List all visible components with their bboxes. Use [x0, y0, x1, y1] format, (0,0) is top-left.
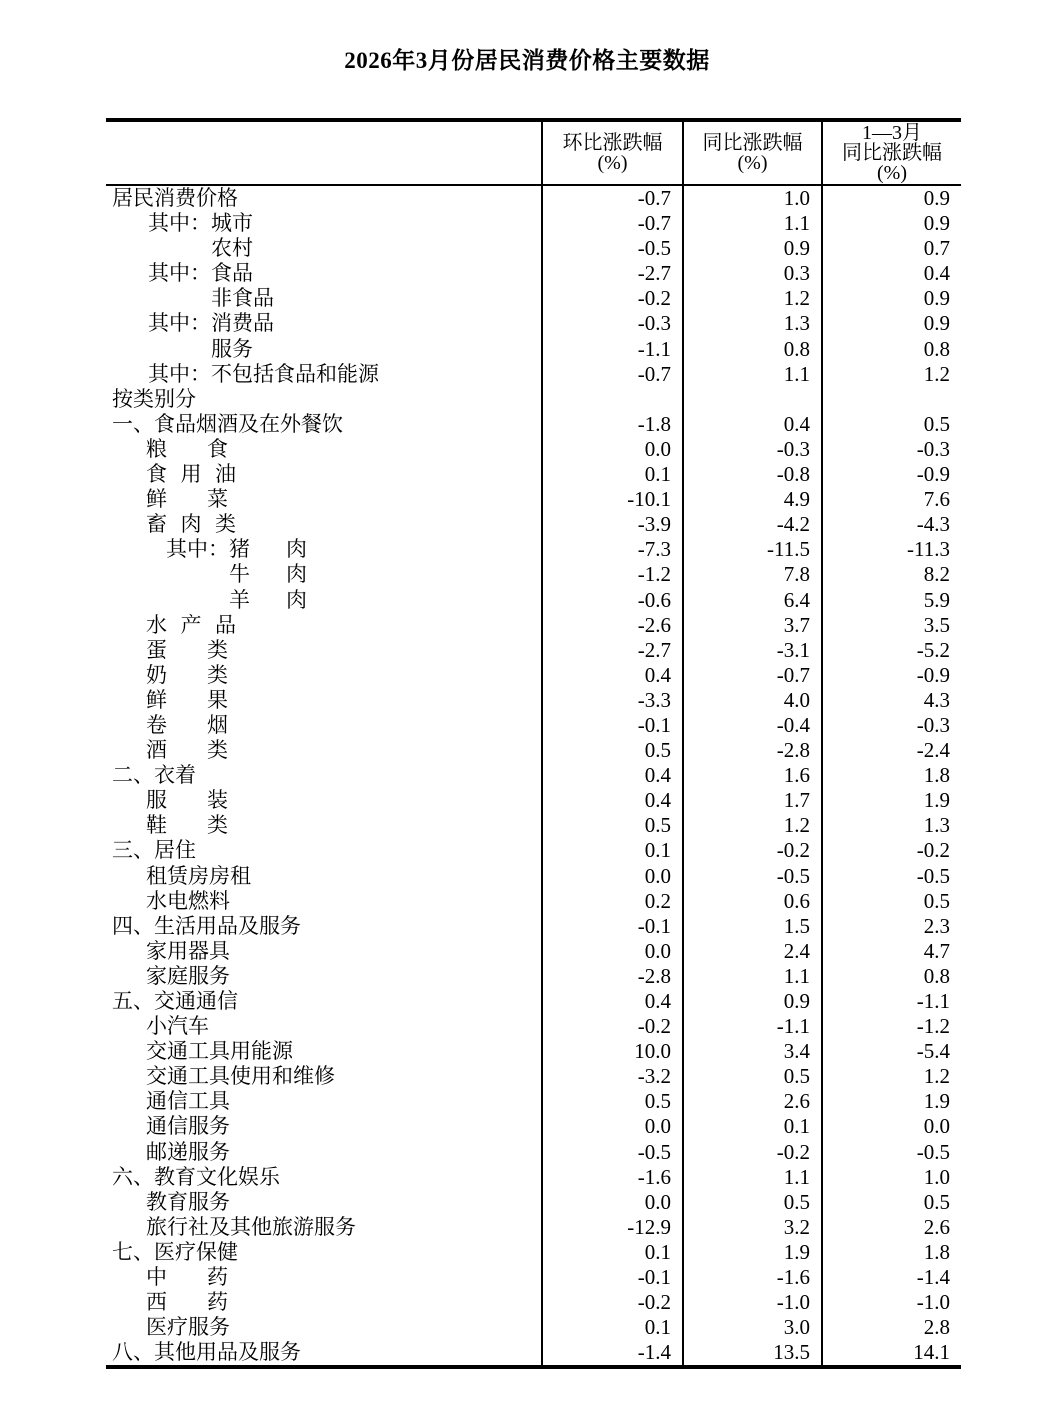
- value-cell: -1.8: [542, 412, 683, 437]
- value-cell: 0.9: [683, 236, 822, 261]
- table-row: [106, 1340, 961, 1367]
- table-row: [106, 713, 961, 738]
- row-label-prefix: 其中：: [148, 211, 211, 236]
- value-cell: 1.2: [683, 813, 822, 838]
- row-label-name: 蛋 类: [146, 637, 228, 662]
- value-cell: [822, 387, 961, 412]
- row-label: [106, 487, 542, 512]
- row-label: 一、食品烟酒及在外餐饮: [112, 411, 343, 436]
- value-cell: 0.9: [822, 211, 961, 236]
- value-cell: 0.5: [822, 889, 961, 914]
- value-cell: -3.2: [542, 1064, 683, 1089]
- value-cell: 0.1: [542, 838, 683, 863]
- row-label: 服务: [211, 336, 253, 361]
- value-cell: -0.7: [542, 185, 683, 211]
- row-label: 旅行社及其他旅游服务: [146, 1214, 356, 1239]
- row-label: [106, 512, 542, 537]
- value-cell: -2.4: [822, 738, 961, 763]
- table-row: [106, 613, 961, 638]
- table-row: [106, 989, 961, 1014]
- value-cell: -0.5: [542, 1140, 683, 1165]
- table-row: [106, 337, 961, 362]
- value-cell: -0.4: [683, 713, 822, 738]
- value-cell: 13.5: [683, 1340, 822, 1367]
- value-cell: 0.5: [822, 412, 961, 437]
- table-row: [106, 663, 961, 688]
- table-row: [106, 185, 961, 211]
- value-cell: -0.2: [542, 1290, 683, 1315]
- value-cell: 1.6: [683, 763, 822, 788]
- row-label-prefix: 其中：: [148, 361, 211, 386]
- value-cell: 1.2: [683, 286, 822, 311]
- value-cell: 0.0: [542, 864, 683, 889]
- table-row: [106, 738, 961, 763]
- column-header-label: [106, 120, 542, 185]
- row-label: 六、教育文化娱乐: [112, 1164, 280, 1189]
- value-cell: 0.1: [542, 462, 683, 487]
- value-cell: 14.1: [822, 1340, 961, 1367]
- value-cell: 1.9: [822, 1089, 961, 1114]
- table-row: [106, 788, 961, 813]
- value-cell: 0.0: [542, 1114, 683, 1139]
- value-cell: 1.8: [822, 1240, 961, 1265]
- row-label: 四、生活用品及服务: [112, 913, 301, 938]
- value-cell: -2.6: [542, 613, 683, 638]
- row-label: [106, 738, 542, 763]
- value-cell: 1.9: [683, 1240, 822, 1265]
- table-row: [106, 261, 961, 286]
- value-cell: 4.0: [683, 688, 822, 713]
- value-cell: 0.1: [683, 1114, 822, 1139]
- value-cell: 3.5: [822, 613, 961, 638]
- value-cell: -0.2: [542, 1014, 683, 1039]
- table-row: [106, 688, 961, 713]
- value-cell: -12.9: [542, 1215, 683, 1240]
- value-cell: 1.1: [683, 362, 822, 387]
- row-label-prefix: 其中：: [148, 261, 211, 286]
- table-row: [106, 1089, 961, 1114]
- value-cell: 0.0: [542, 1190, 683, 1215]
- value-cell: -1.4: [542, 1340, 683, 1367]
- column-header-ytd-line2: 同比涨跌幅: [842, 142, 942, 164]
- value-cell: -1.0: [683, 1290, 822, 1315]
- value-cell: -5.4: [822, 1039, 961, 1064]
- table-row: [106, 838, 961, 863]
- value-cell: -0.2: [683, 838, 822, 863]
- value-cell: -0.5: [822, 864, 961, 889]
- row-label: [106, 462, 542, 487]
- value-cell: 0.5: [683, 1064, 822, 1089]
- row-label: 水电燃料: [146, 888, 230, 913]
- row-label: [106, 562, 542, 587]
- value-cell: -1.2: [542, 562, 683, 587]
- value-cell: -0.5: [683, 864, 822, 889]
- row-label-name: 食 用 油: [146, 462, 236, 487]
- value-cell: 8.2: [822, 562, 961, 587]
- table-row: [106, 1165, 961, 1190]
- value-cell: -2.8: [683, 738, 822, 763]
- value-cell: 2.6: [683, 1089, 822, 1114]
- row-label: 八、其他用品及服务: [112, 1340, 301, 1365]
- page-title: 2026年3月份居民消费价格主要数据: [344, 48, 710, 73]
- value-cell: 0.8: [683, 337, 822, 362]
- value-cell: 7.6: [822, 487, 961, 512]
- value-cell: 1.0: [683, 185, 822, 211]
- value-cell: 1.9: [822, 788, 961, 813]
- value-cell: 0.5: [542, 738, 683, 763]
- value-cell: 2.4: [683, 939, 822, 964]
- value-cell: 0.5: [683, 1190, 822, 1215]
- table-row: [106, 889, 961, 914]
- value-cell: 6.4: [683, 588, 822, 613]
- row-label: 租赁房房租: [146, 863, 251, 888]
- row-label: 其中：食品: [148, 261, 253, 286]
- header-row: [106, 120, 961, 185]
- value-cell: -0.8: [683, 462, 822, 487]
- value-cell: -1.1: [542, 337, 683, 362]
- value-cell: 0.5: [822, 1190, 961, 1215]
- column-header-mom-unit: (%): [597, 152, 628, 174]
- value-cell: -2.7: [542, 261, 683, 286]
- column-header-mom-line1: 环比涨跌幅: [562, 132, 663, 154]
- column-header-ytd: [822, 120, 961, 185]
- value-cell: 0.4: [542, 663, 683, 688]
- value-cell: 1.5: [683, 914, 822, 939]
- value-cell: -11.5: [683, 537, 822, 562]
- value-cell: -1.1: [683, 1014, 822, 1039]
- value-cell: -0.1: [542, 914, 683, 939]
- table-row: [106, 1315, 961, 1340]
- column-header-mom: [542, 120, 683, 185]
- table-body: [106, 185, 961, 1367]
- row-label-name: 中 药: [146, 1265, 228, 1290]
- value-cell: 3.4: [683, 1039, 822, 1064]
- value-cell: 0.7: [822, 236, 961, 261]
- table-row: [106, 1240, 961, 1265]
- value-cell: 0.8: [822, 337, 961, 362]
- row-label: [106, 1290, 542, 1315]
- value-cell: 4.7: [822, 939, 961, 964]
- row-label: [106, 537, 542, 562]
- row-label-name: 服 装: [146, 788, 228, 813]
- value-cell: -1.6: [683, 1265, 822, 1290]
- table-row: [106, 236, 961, 261]
- value-cell: 0.9: [822, 311, 961, 336]
- row-label: [106, 613, 542, 638]
- value-cell: -7.3: [542, 537, 683, 562]
- row-label-name: 卷 烟: [146, 712, 228, 737]
- table-row: [106, 1140, 961, 1165]
- table-row: [106, 914, 961, 939]
- value-cell: -0.2: [683, 1140, 822, 1165]
- row-label-prefix: 其中：: [166, 537, 229, 562]
- value-cell: -0.6: [542, 588, 683, 613]
- value-cell: -10.1: [542, 487, 683, 512]
- row-label: 家庭服务: [146, 963, 230, 988]
- row-label-name: 酒 类: [146, 738, 228, 763]
- row-label: 其中：不包括食品和能源: [148, 361, 379, 386]
- value-cell: -0.3: [822, 437, 961, 462]
- column-header-ytd-line1: 1—3月: [862, 122, 922, 144]
- value-cell: 0.6: [683, 889, 822, 914]
- value-cell: 1.0: [822, 1165, 961, 1190]
- value-cell: 0.9: [683, 989, 822, 1014]
- value-cell: 1.3: [822, 813, 961, 838]
- value-cell: 1.1: [683, 211, 822, 236]
- value-cell: 0.9: [822, 185, 961, 211]
- value-cell: 0.1: [542, 1240, 683, 1265]
- row-label: [106, 1265, 542, 1290]
- column-header-yoy: [683, 120, 822, 185]
- row-label: 三、居住: [112, 838, 196, 863]
- row-label: 家用器具: [146, 938, 230, 963]
- value-cell: 1.3: [683, 311, 822, 336]
- table-row: [106, 1014, 961, 1039]
- row-label: 通信工具: [146, 1089, 230, 1114]
- value-cell: 1.2: [822, 1064, 961, 1089]
- table-row: [106, 763, 961, 788]
- table-row: [106, 638, 961, 663]
- table-row: [106, 1114, 961, 1139]
- value-cell: -0.3: [542, 311, 683, 336]
- table-row: [106, 1190, 961, 1215]
- row-label: 七、医疗保健: [112, 1239, 238, 1264]
- table-row: [106, 1290, 961, 1315]
- table-row: [106, 362, 961, 387]
- value-cell: -11.3: [822, 537, 961, 562]
- table-row: [106, 813, 961, 838]
- value-cell: -2.7: [542, 638, 683, 663]
- value-cell: -0.3: [683, 437, 822, 462]
- table-row: [106, 1064, 961, 1089]
- table-row: [106, 939, 961, 964]
- row-label-name: 猪 肉: [229, 537, 307, 562]
- row-label: [106, 638, 542, 663]
- value-cell: -1.2: [822, 1014, 961, 1039]
- table-row: [106, 311, 961, 336]
- value-cell: 0.5: [542, 813, 683, 838]
- table-row: [106, 1265, 961, 1290]
- value-cell: 1.1: [683, 964, 822, 989]
- row-label-name: 鲜 菜: [146, 487, 228, 512]
- row-label: 农村: [211, 236, 253, 261]
- value-cell: -5.2: [822, 638, 961, 663]
- value-cell: 2.3: [822, 914, 961, 939]
- value-cell: 0.4: [683, 412, 822, 437]
- value-cell: -0.2: [542, 286, 683, 311]
- row-label: 二、衣着: [112, 763, 196, 788]
- table-row: [106, 412, 961, 437]
- value-cell: 1.8: [822, 763, 961, 788]
- table-row: [106, 537, 961, 562]
- table-row: [106, 1215, 961, 1240]
- value-cell: 0.1: [542, 1315, 683, 1340]
- row-label: 居民消费价格: [112, 186, 238, 210]
- row-label: 其中：城市: [148, 211, 253, 236]
- value-cell: 0.4: [542, 788, 683, 813]
- table-row: [106, 512, 961, 537]
- row-label: [106, 788, 542, 813]
- value-cell: -1.6: [542, 1165, 683, 1190]
- value-cell: 3.0: [683, 1315, 822, 1340]
- column-header-ytd-unit: (%): [877, 162, 907, 184]
- table-row: [106, 864, 961, 889]
- table-row: [106, 487, 961, 512]
- value-cell: 1.1: [683, 1165, 822, 1190]
- value-cell: 1.2: [822, 362, 961, 387]
- value-cell: -3.3: [542, 688, 683, 713]
- value-cell: -0.9: [822, 462, 961, 487]
- table-row: [106, 588, 961, 613]
- row-label: 通信服务: [146, 1114, 230, 1139]
- table-row: [106, 211, 961, 236]
- value-cell: 5.9: [822, 588, 961, 613]
- value-cell: 0.8: [822, 964, 961, 989]
- value-cell: 0.9: [822, 286, 961, 311]
- value-cell: -1.0: [822, 1290, 961, 1315]
- row-label: [106, 663, 542, 688]
- row-label: 其中：消费品: [148, 311, 274, 336]
- value-cell: 0.0: [542, 939, 683, 964]
- row-label: 教育服务: [146, 1189, 230, 1214]
- value-cell: 4.3: [822, 688, 961, 713]
- cpi-table: [106, 118, 961, 1369]
- row-label: 五、交通通信: [112, 989, 238, 1013]
- row-label: 非食品: [211, 286, 274, 311]
- row-label-name: 水 产 品: [146, 612, 236, 637]
- table-row: [106, 562, 961, 587]
- value-cell: 0.0: [542, 437, 683, 462]
- value-cell: -0.7: [542, 211, 683, 236]
- table-row: [106, 286, 961, 311]
- value-cell: 0.5: [542, 1089, 683, 1114]
- column-header-yoy-unit: (%): [737, 152, 768, 174]
- row-label: [106, 713, 542, 738]
- value-cell: 0.4: [822, 261, 961, 286]
- value-cell: [683, 387, 822, 412]
- value-cell: -1.4: [822, 1265, 961, 1290]
- row-label: 交通工具用能源: [146, 1039, 293, 1064]
- row-label: [106, 588, 542, 613]
- value-cell: -3.1: [683, 638, 822, 663]
- table-row: [106, 437, 961, 462]
- row-label-name: 羊 肉: [229, 587, 307, 612]
- table-row: [106, 1039, 961, 1064]
- row-label: [106, 813, 542, 838]
- row-label-name: 鞋 类: [146, 813, 228, 838]
- value-cell: -4.2: [683, 512, 822, 537]
- value-cell: 1.7: [683, 788, 822, 813]
- value-cell: [542, 387, 683, 412]
- value-cell: 0.2: [542, 889, 683, 914]
- value-cell: -0.3: [822, 713, 961, 738]
- value-cell: 4.9: [683, 487, 822, 512]
- value-cell: -2.8: [542, 964, 683, 989]
- table-row: [106, 462, 961, 487]
- table-row: [106, 964, 961, 989]
- row-label-name: 奶 类: [146, 662, 228, 687]
- value-cell: 10.0: [542, 1039, 683, 1064]
- value-cell: -3.9: [542, 512, 683, 537]
- value-cell: -0.1: [542, 1265, 683, 1290]
- value-cell: -0.1: [542, 713, 683, 738]
- row-label-name: 西 药: [146, 1290, 228, 1315]
- value-cell: -0.5: [822, 1140, 961, 1165]
- row-label-name: 牛 肉: [229, 562, 307, 587]
- column-header-yoy-line1: 同比涨跌幅: [702, 132, 803, 154]
- value-cell: 0.0: [822, 1114, 961, 1139]
- table-header: [106, 120, 961, 185]
- row-label: 医疗服务: [146, 1315, 230, 1340]
- value-cell: -0.2: [822, 838, 961, 863]
- row-label-name: 畜 肉 类: [146, 512, 236, 537]
- value-cell: -0.5: [542, 236, 683, 261]
- row-label: 交通工具使用和维修: [146, 1064, 335, 1089]
- value-cell: 0.4: [542, 989, 683, 1014]
- value-cell: 0.3: [683, 261, 822, 286]
- row-label: 邮递服务: [146, 1139, 230, 1164]
- row-label-prefix: 其中：: [148, 311, 211, 336]
- row-label: 小汽车: [146, 1014, 209, 1039]
- row-label-name: 鲜 果: [146, 687, 228, 712]
- value-cell: -0.7: [683, 663, 822, 688]
- value-cell: 3.2: [683, 1215, 822, 1240]
- value-cell: 7.8: [683, 562, 822, 587]
- table-row: [106, 387, 961, 412]
- value-cell: 3.7: [683, 613, 822, 638]
- value-cell: -4.3: [822, 512, 961, 537]
- value-cell: -1.1: [822, 989, 961, 1014]
- value-cell: 0.4: [542, 763, 683, 788]
- value-cell: -0.9: [822, 663, 961, 688]
- value-cell: 2.8: [822, 1315, 961, 1340]
- row-label: [106, 437, 542, 462]
- row-label: 按类别分: [112, 386, 196, 411]
- value-cell: 2.6: [822, 1215, 961, 1240]
- row-label: [106, 688, 542, 713]
- value-cell: -0.7: [542, 362, 683, 387]
- row-label-name: 粮 食: [146, 436, 228, 461]
